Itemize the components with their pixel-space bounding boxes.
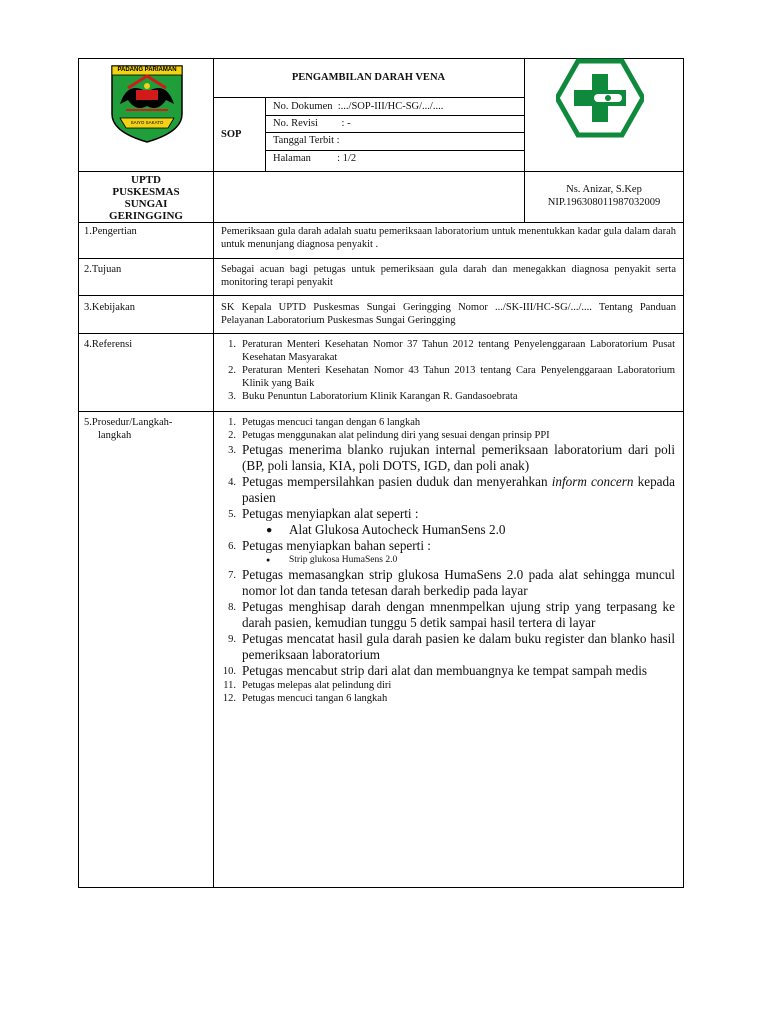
step-item: 12. Petugas mencuci tangan 6 langkah — [222, 693, 388, 704]
step-item: 4. Petugas mempersilahkan pasien duduk dan menyerahkan inform concern kepada pasien — [228, 474, 675, 505]
step-item: 5. Petugas menyiapkan alat seperti : — [228, 506, 419, 521]
referensi-item: 2. Peraturan Menteri Kesehatan Nomor 43 Tahun 2013 tentang Cara Penyelenggaraan Laboratorium Klinik yang Baik — [228, 365, 675, 389]
sop-divider — [265, 97, 266, 171]
step-item: 2. Petugas menggunakan alat pelindung diri yang sesuai dengan prinsip PPI — [228, 430, 550, 441]
document-title: PENGAMBILAN DARAH VENA — [291, 72, 446, 83]
table-border-right — [683, 58, 684, 888]
label-prosedur-1: 5.Prosedur/Langkah- — [84, 417, 173, 428]
padang-pariaman-logo — [106, 62, 188, 144]
label-tujuan: 2.Tujuan — [84, 264, 122, 275]
sop-label: SOP — [221, 129, 242, 140]
meta-tanggal-terbit: Tanggal Terbit : — [273, 135, 340, 146]
text-pengertian: Pemeriksaan gula darah adalah suatu pemeriksaan laboratorium untuk menentukkan kadar gula dalam darah untuk menunjang diagnosa penyakit . — [221, 226, 676, 250]
label-prosedur-2: langkah — [98, 430, 132, 441]
header-row-divider — [78, 171, 684, 172]
bullet-item: ● Strip glukosa HumaSens 2.0 — [266, 555, 398, 565]
signer-nip: NIP.196308011987032009 — [547, 197, 661, 208]
prosedur-list — [216, 416, 675, 705]
row-divider-referensi — [78, 333, 684, 334]
column-divider-left — [213, 58, 214, 888]
org-line-puskesmas: PUSKESMAS — [112, 186, 180, 198]
puskesmas-logo — [556, 58, 644, 138]
logo-bottom-text: SAIYO SAKATO — [130, 120, 164, 125]
step-item: 8. Petugas menghisap darah dengan mnenmpelkan ujung strip yang terpasang ke darah pasien, kemudian tunggu 5 detik sampai hasil tertera di layar — [228, 599, 675, 630]
referensi-item: 3. Buku Penuntun Laboratorium Klinik Karangan R. Gandasoebrata — [228, 391, 518, 402]
meta-halaman: Halaman : 1/2 — [273, 153, 357, 164]
meta-no-dokumen: No. Dokumen :.../SOP-III/HC-SG/.../.... — [273, 101, 444, 112]
org-line-uptd: UPTD — [131, 174, 161, 186]
text-tujuan: Sebagai acuan bagi petugas untuk pemeriksaan gula darah dan menegakkan diagnosa penyakit serta monitoring terapi penyakit — [221, 264, 676, 288]
signer-name: Ns. Anizar, S.Kep — [566, 184, 642, 195]
table-border-bottom — [78, 887, 684, 888]
meta-row-divider-2 — [265, 132, 524, 133]
step-item: 1. Petugas mencuci tangan dengan 6 langkah — [228, 417, 421, 428]
label-kebijakan: 3.Kebijakan — [84, 302, 136, 313]
step-item: 3. Petugas menerima blanko rujukan internal pemeriksaan laboratorium dari poli (BP, poli lansia, KIA, poli DOTS, IGD, dan poli anak) — [228, 442, 675, 473]
referensi-item: 1. Peraturan Menteri Kesehatan Nomor 37 Tahun 2012 tentang Penyelenggaraan Laboratorium Pusat Kesehatan Masyarakat — [228, 339, 675, 363]
row-divider-kebijakan — [78, 295, 684, 296]
text-kebijakan: SK Kepala UPTD Puskesmas Sungai Geringging Nomor .../SK-III/HC-SG/.../.... Tentang Panduan Pelayanan Laboratorium Puskesmas Sungai Geringging — [221, 302, 676, 326]
title-divider — [213, 97, 524, 98]
org-line-geringging: GERINGGING — [109, 210, 183, 222]
meta-no-revisi: No. Revisi : - — [273, 118, 351, 129]
row-divider-tujuan — [78, 258, 684, 259]
label-pengertian: 1.Pengertian — [84, 226, 137, 237]
step-item: 10. Petugas mencabut strip dari alat dan membuangnya ke tempat sampah medis — [222, 663, 648, 678]
referensi-list — [216, 338, 675, 403]
step-item: 6. Petugas menyiapkan bahan seperti : — [228, 538, 431, 553]
step-item: 7. Petugas memasangkan strip glukosa HumaSens 2.0 pada alat sehingga muncul nomor lot dan tanda tetesan darah berkedip pada layar — [228, 567, 675, 598]
label-referensi: 4.Referensi — [84, 339, 133, 350]
meta-row-divider-3 — [265, 150, 524, 151]
step-item: 11. Petugas melepas alat pelindung diri — [223, 680, 392, 691]
bullet-item: ● Alat Glukosa Autocheck HumanSens 2.0 — [266, 522, 506, 537]
logo-top-text: PADANG PARIAMAN — [117, 67, 177, 73]
row-divider-prosedur — [78, 411, 684, 412]
meta-row-divider-1 — [265, 115, 524, 116]
org-line-sungai: SUNGAI — [124, 198, 168, 210]
step-item: 9. Petugas mencatat hasil gula darah pasien ke dalam buku register dan blanko hasil pemeriksaan laboratorium — [228, 631, 675, 662]
